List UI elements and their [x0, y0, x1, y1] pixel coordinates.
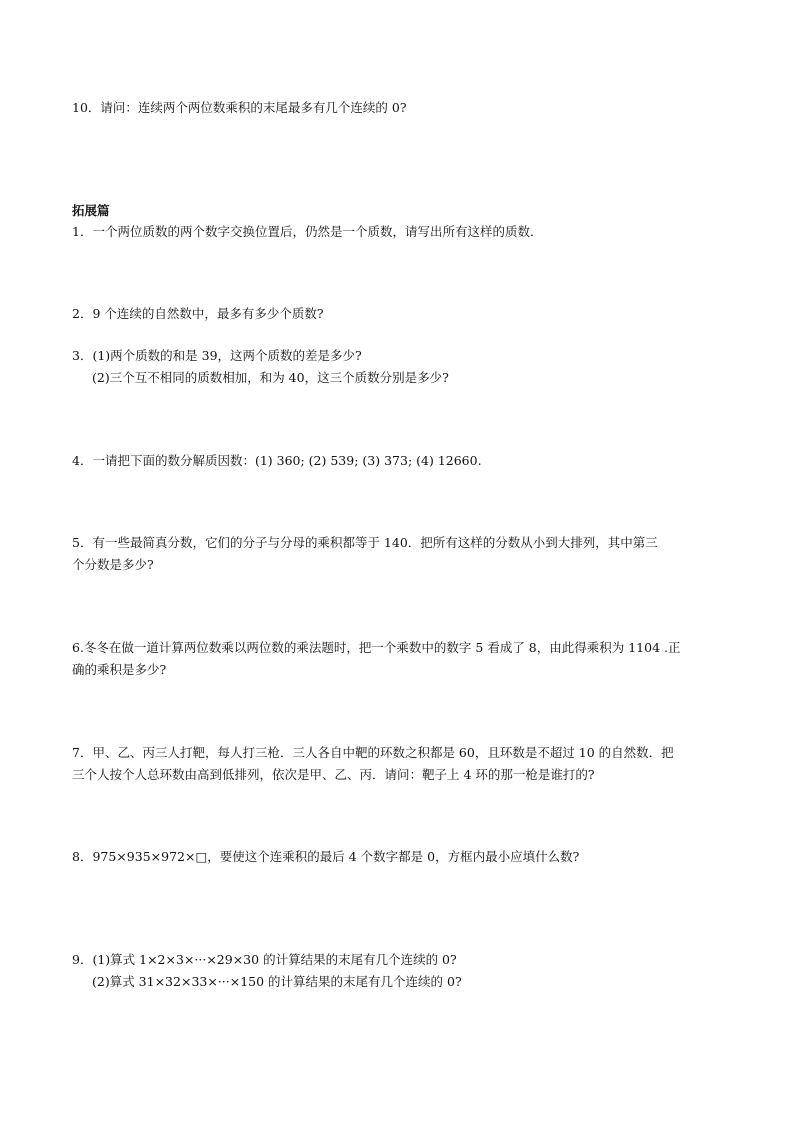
question-4: 4．一请把下面的数分解质因数：(1) 360; (2) 539; (3) 373; (4) 12660.	[72, 453, 482, 468]
question-5-line-1: 5．有一些最简真分数，它们的分子与分母的乘积都等于 140．把所有这样的分数从小到大排列，其中第三	[72, 535, 658, 550]
question-3-part-1: 3．(1)两个质数的和是 39，这两个质数的差是多少?	[72, 348, 362, 363]
question-10: 10．请问：连续两个两位数乘积的末尾最多有几个连续的 0?	[72, 100, 407, 115]
question-1: 1．一个两位质数的两个数字交换位置后，仍然是一个质数，请写出所有这样的质数．	[72, 224, 543, 239]
question-6-line-1: 6.冬冬在做一道计算两位数乘以两位数的乘法题时，把一个乘数中的数字 5 看成了 8，由此得乘积为 1104 .正	[72, 640, 681, 655]
question-3-part-2: (2)三个互不相同的质数相加，和为 40，这三个质数分别是多少?	[92, 370, 449, 385]
section-heading: 拓展篇	[72, 203, 110, 218]
question-9-part-2: (2)算式 31×32×33×···×150 的计算结果的末尾有几个连续的 0?	[92, 974, 462, 989]
question-6-line-2: 确的乘积是多少?	[72, 662, 167, 677]
question-5-line-2: 个分数是多少?	[72, 557, 154, 572]
question-8: 8．975×935×972×□，要使这个连乘积的最后 4 个数字都是 0，方框内最小应填什么数?	[72, 849, 580, 864]
question-2: 2．9 个连续的自然数中，最多有多少个质数?	[72, 306, 324, 321]
question-7-line-1: 7．甲、乙、丙三人打靶，每人打三枪．三人各自中靶的环数之积都是 60，且环数是不超过 10 的自然数．把	[72, 745, 674, 760]
question-7-line-2: 三个人按个人总环数由高到低排列，依次是甲、乙、丙．请问：靶子上 4 环的那一枪是谁打的?	[72, 767, 595, 782]
question-9-part-1: 9．(1)算式 1×2×3×···×29×30 的计算结果的末尾有几个连续的 0?	[72, 952, 457, 967]
